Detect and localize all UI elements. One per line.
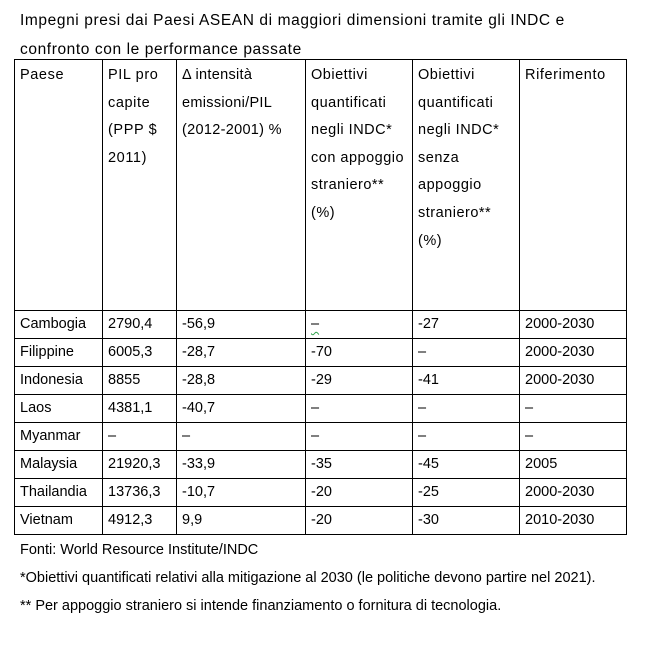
cell-delta: -33,9 <box>177 451 306 479</box>
header-con-appoggio: Obiettivi quantificati negli INDC* con appoggio straniero** (%) <box>306 60 413 311</box>
cell-riferimento: 2005 <box>520 451 627 479</box>
cell-senza-appoggio: – <box>413 395 520 423</box>
table-row <box>15 423 627 451</box>
cell-pil: – <box>103 423 177 451</box>
cell-delta: -40,7 <box>177 395 306 423</box>
cell-paese: Cambogia <box>15 311 103 339</box>
header-riferimento: Riferimento <box>520 60 627 311</box>
cell-paese: Vietnam <box>15 507 103 535</box>
cell-senza-appoggio: -30 <box>413 507 520 535</box>
cell-senza-appoggio: -25 <box>413 479 520 507</box>
cell-pil: 8855 <box>103 367 177 395</box>
table-row <box>15 507 627 535</box>
cell-con-appoggio: -35 <box>306 451 413 479</box>
cell-riferimento: – <box>520 423 627 451</box>
cell-con-appoggio: -70 <box>306 339 413 367</box>
table-title: Impegni presi dai Paesi ASEAN di maggiori dimensioni tramite gli INDC e confronto con le performance passate <box>20 12 565 58</box>
cell-con-appoggio: – <box>306 423 413 451</box>
cell-con-appoggio <box>306 311 413 339</box>
table-row <box>15 339 627 367</box>
cell-delta: – <box>177 423 306 451</box>
table-row <box>15 395 627 423</box>
cell-riferimento: 2000-2030 <box>520 367 627 395</box>
cell-riferimento: 2000-2030 <box>520 479 627 507</box>
table-row <box>15 367 627 395</box>
table-row <box>15 311 627 339</box>
cell-riferimento: 2010-2030 <box>520 507 627 535</box>
cell-pil: 21920,3 <box>103 451 177 479</box>
source-note: Fonti: World Resource Institute/INDC <box>20 542 259 558</box>
table-row <box>15 451 627 479</box>
cell-pil: 2790,4 <box>103 311 177 339</box>
cell-pil: 13736,3 <box>103 479 177 507</box>
cell-paese: Thailandia <box>15 479 103 507</box>
footnote-appoggio: ** Per appoggio straniero si intende finanziamento o fornitura di tecnologia. <box>20 598 502 614</box>
cell-pil: 4912,3 <box>103 507 177 535</box>
cell-paese: Filippine <box>15 339 103 367</box>
cell-senza-appoggio: – <box>413 423 520 451</box>
cell-con-appoggio: -29 <box>306 367 413 395</box>
cell-delta: -10,7 <box>177 479 306 507</box>
cell-senza-appoggio: -27 <box>413 311 520 339</box>
cell-riferimento: 2000-2030 <box>520 311 627 339</box>
cell-delta: -28,8 <box>177 367 306 395</box>
cell-pil: 6005,3 <box>103 339 177 367</box>
indc-table <box>14 59 627 535</box>
cell-riferimento: 2000-2030 <box>520 339 627 367</box>
cell-paese: Laos <box>15 395 103 423</box>
cell-con-appoggio: -20 <box>306 507 413 535</box>
cell-paese: Myanmar <box>15 423 103 451</box>
cell-delta: 9,9 <box>177 507 306 535</box>
spellcheck-underline: – <box>311 316 320 332</box>
cell-riferimento: – <box>520 395 627 423</box>
cell-con-appoggio: – <box>306 395 413 423</box>
cell-delta: -56,9 <box>177 311 306 339</box>
cell-senza-appoggio: -45 <box>413 451 520 479</box>
cell-con-appoggio: -20 <box>306 479 413 507</box>
cell-paese: Malaysia <box>15 451 103 479</box>
cell-pil: 4381,1 <box>103 395 177 423</box>
table-row <box>15 479 627 507</box>
cell-senza-appoggio: – <box>413 339 520 367</box>
header-pil: PIL pro capite (PPP $ 2011) <box>103 60 177 311</box>
header-delta: Δ intensità emissioni/PIL (2012-2001) % <box>177 60 306 311</box>
table-notes <box>20 536 636 620</box>
cell-paese: Indonesia <box>15 367 103 395</box>
header-paese: Paese <box>15 60 103 311</box>
header-senza-appoggio: Obiettivi quantificati negli INDC* senza appoggio straniero** (%) <box>413 60 520 311</box>
cell-senza-appoggio: -41 <box>413 367 520 395</box>
cell-delta: -28,7 <box>177 339 306 367</box>
footnote-indc: *Obiettivi quantificati relativi alla mitigazione al 2030 (le politiche devono partire nel 2021). <box>20 570 596 586</box>
table-header-row <box>15 60 627 311</box>
